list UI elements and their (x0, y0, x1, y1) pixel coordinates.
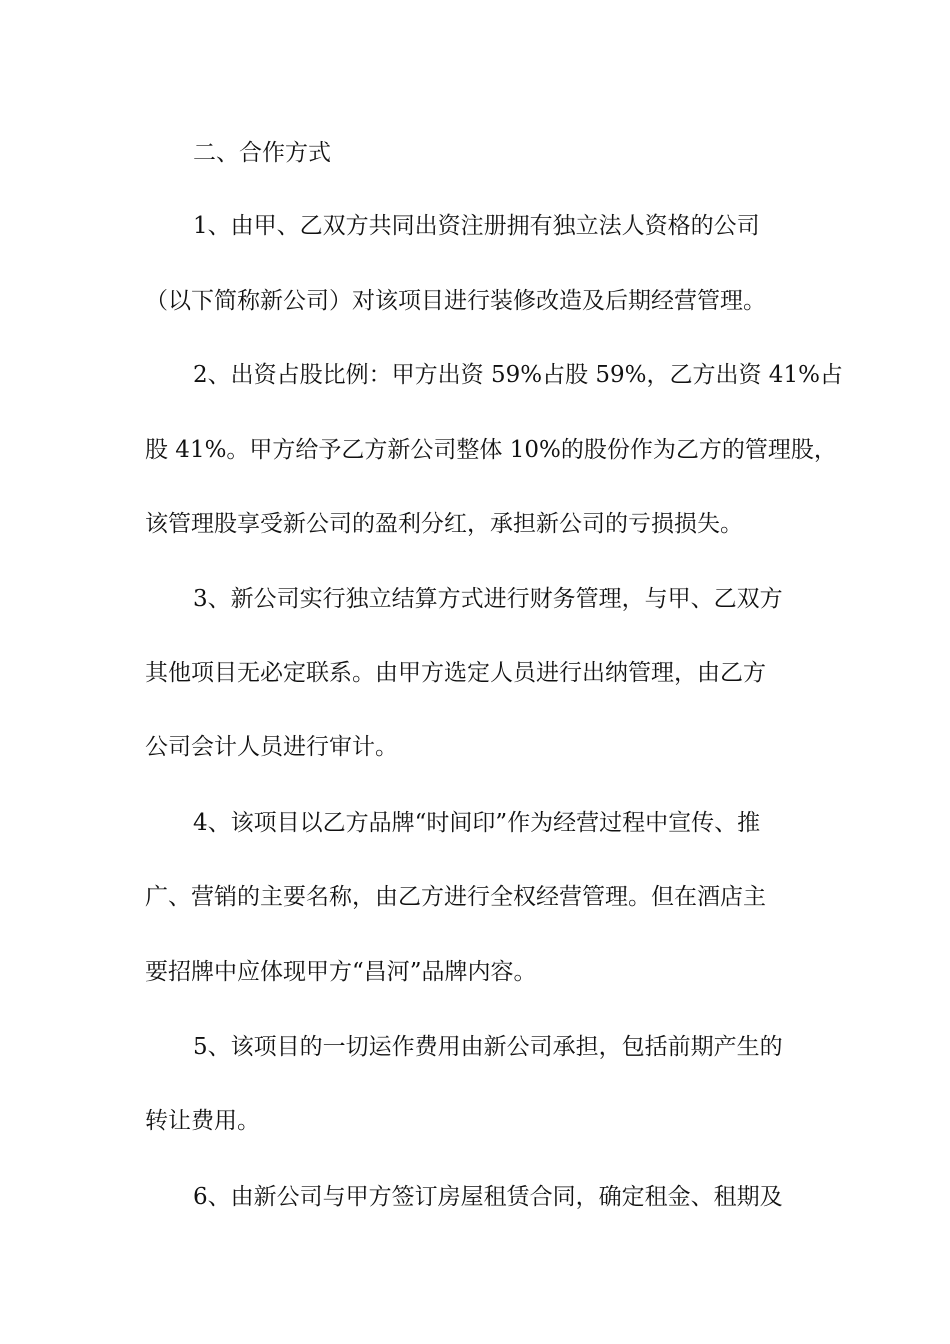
clause-6-line-1: 6、由新公司与甲方签订房屋租赁合同，确定租金、租期及 (193, 1184, 783, 1210)
section-heading: 二、合作方式 (193, 140, 331, 166)
clause-3-line-3: 公司会计人员进行审计。 (145, 734, 398, 760)
clause-4-line-1: 4、该项目以乙方品牌“时间印”作为经营过程中宣传、推 (193, 810, 761, 836)
clause-5-line-1: 5、该项目的一切运作费用由新公司承担，包括前期产生的 (193, 1034, 783, 1060)
clause-2-line-2: 股 41%。甲方给予乙方新公司整体 10%的股份作为乙方的管理股， (145, 437, 837, 463)
clause-1-line-2: （以下简称新公司）对该项目进行装修改造及后期经营管理。 (145, 288, 766, 314)
clause-2-line-1: 2、出资占股比例：甲方出资 59%占股 59%，乙方出资 41%占 (193, 362, 843, 388)
clause-5-line-2: 转让费用。 (145, 1108, 260, 1134)
clause-3-line-2: 其他项目无必定联系。由甲方选定人员进行出纳管理，由乙方 (145, 660, 766, 686)
clause-4-line-2: 广、营销的主要名称，由乙方进行全权经营管理。但在酒店主 (145, 884, 766, 910)
clause-1-line-1: 1、由甲、乙双方共同出资注册拥有独立法人资格的公司 (193, 213, 760, 239)
clause-2-line-3: 该管理股享受新公司的盈利分红，承担新公司的亏损损失。 (145, 511, 743, 537)
clause-3-line-1: 3、新公司实行独立结算方式进行财务管理，与甲、乙双方 (193, 586, 783, 612)
clause-4-line-3: 要招牌中应体现甲方“昌河”品牌内容。 (145, 959, 537, 985)
